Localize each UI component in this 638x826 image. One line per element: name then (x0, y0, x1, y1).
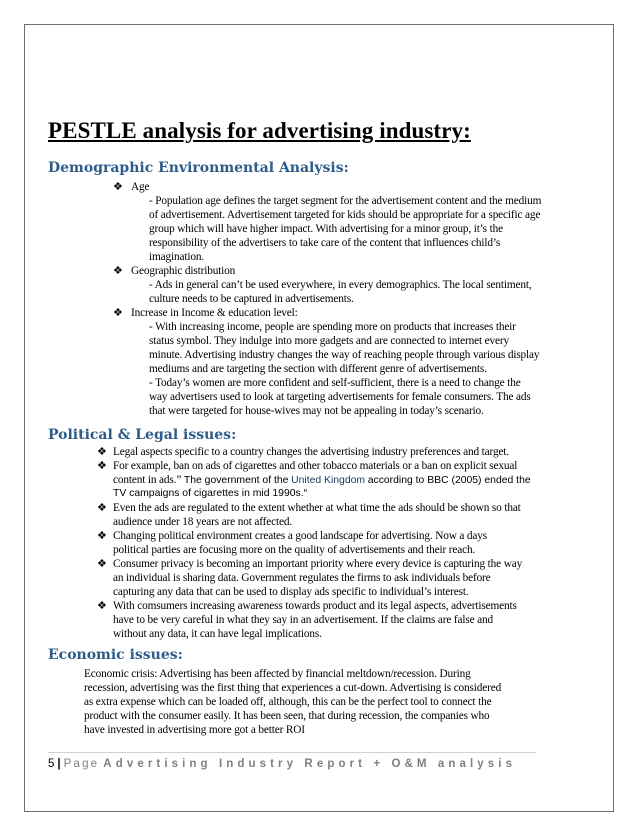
bullet-diamond-icon: ❖ (113, 307, 123, 319)
section-heading-political: Political & Legal issues: (48, 427, 237, 443)
bullet-diamond-icon: ❖ (97, 502, 107, 514)
text-line: way advertisers used to look at targeting advertisements for female consumers. The ads (149, 391, 531, 403)
bullet-diamond-icon: ❖ (97, 446, 107, 458)
text-line: Changing political environment creates a good landscape for advertising. Now a days (113, 530, 488, 542)
text-line: have to be very careful in what they say in an advertisement. If the claims are false and (113, 614, 493, 626)
bullet-diamond-icon: ❖ (113, 265, 123, 277)
text-line: - Today’s women are more confident and self-sufficient, there is a need to change the (149, 377, 521, 389)
text-run: content in ads.” (113, 474, 182, 486)
page-title: PESTLE analysis for advertising industry: (48, 118, 471, 143)
footer-divider (48, 752, 536, 753)
page-word: Page (63, 758, 100, 770)
page-number: 5 (48, 758, 55, 770)
text-line: product with the consumer easily. It has been seen, that during recession, the companies who (84, 710, 490, 722)
text-line: culture needs to be captured in advertisements. (149, 293, 354, 305)
text-line: an individual is sharing data. Government regulates the firms to ask individuals before (113, 572, 491, 584)
text-line: responsibility of the advertisers to take care of the content that influences child’s (149, 237, 501, 249)
text-line: Legal aspects specific to a country changes the advertising industry preferences and target. (113, 446, 509, 458)
text-line: that were targeted for house-wives may not be appealing in today’s scenario. (149, 405, 484, 417)
text-line: - Ads in general can’t be used everywhere, in every demographics. The local sentiment, (149, 279, 532, 291)
text-line: Economic crisis: Advertising has been affected by financial meltdown/recession. During (84, 668, 471, 680)
bullet-diamond-icon: ❖ (97, 558, 107, 570)
text-line: - Population age defines the target segment for the advertisement content and the medium (149, 195, 542, 207)
bullet-diamond-icon: ❖ (97, 530, 107, 542)
footer-separator: | (57, 758, 61, 770)
bullet-diamond-icon: ❖ (97, 600, 107, 612)
section-heading-demographic: Demographic Environmental Analysis: (48, 160, 349, 176)
section-heading-economic: Economic issues: (48, 647, 183, 663)
bullet-label-geographic: Geographic distribution (131, 265, 236, 277)
text-line: - With increasing income, people are spending more on products that increases their (149, 321, 516, 333)
text-line: capturing any data that can be used to display ads specific to individual’s interest. (113, 586, 469, 598)
text-line: as extra expense which can be loaded off, although, this can be the perfect tool to connect the (84, 696, 492, 708)
text-line: have invested in advertising more got a better ROI (84, 724, 305, 736)
text-run-sans: The government of the (183, 475, 289, 486)
bullet-diamond-icon: ❖ (113, 181, 123, 193)
report-title: Advertising Industry Report + O&M analysis (103, 758, 517, 770)
text-line: audience under 18 years are not affected. (113, 516, 293, 528)
text-line: political parties are focusing more on the quality of advertisements and their reach. (113, 544, 476, 556)
text-line: imagination. (149, 251, 204, 263)
text-run-sans: according to BBC (2005) ended the (367, 475, 531, 486)
text-line: group which will have higher impact. With advertising for a minor group, it’s the (149, 223, 503, 235)
text-line: minute. Advertising industry changes the way of reaching people through various display (149, 349, 540, 361)
link-united-kingdom[interactable]: United Kingdom (291, 475, 366, 486)
bullet-diamond-icon: ❖ (97, 460, 107, 472)
text-line: TV campaigns of cigarettes in mid 1990s.“ (113, 488, 308, 499)
page-footer (48, 758, 516, 770)
text-line-mixed (113, 473, 531, 488)
text-line: Consumer privacy is becoming an important priority where every device is capturing the way (113, 558, 523, 570)
bullet-label-income: Increase in Income & education level: (131, 307, 298, 319)
text-line: With comsumers increasing awareness towards product and its legal aspects, advertisements (113, 600, 517, 612)
text-line: Even the ads are regulated to the extent whether at what time the ads should be shown so that (113, 502, 521, 514)
text-line: without any data, it can have legal implications. (113, 628, 322, 640)
text-line: status symbol. They indulge into more gadgets and are connected to internet every (149, 335, 510, 347)
text-line: mediums and are targeting the section with different genre of advertisements. (149, 363, 487, 375)
text-line: For example, ban on ads of cigarettes and other tobacco materials or a ban on explicit sexual (113, 460, 518, 472)
text-line: recession, advertising was the first thing that experiences a cut-down. Advertising is considered (84, 682, 502, 694)
bullet-label-age: Age (131, 181, 150, 193)
text-line: of advertisement. Advertisement targeted for kids should be appropriate for a specific age (149, 209, 541, 221)
